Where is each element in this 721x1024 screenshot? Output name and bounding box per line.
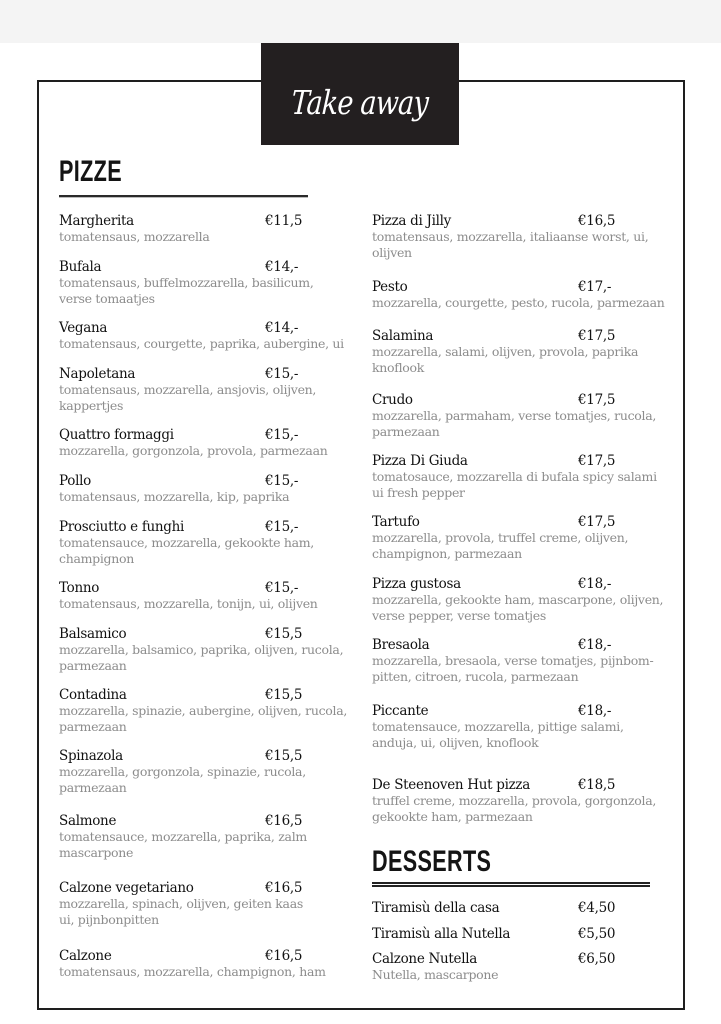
menu-item — [59, 366, 359, 414]
menu-item-price: €17,- — [578, 279, 612, 295]
menu-item — [372, 926, 672, 942]
menu-item-description: kappertjes — [59, 398, 124, 413]
menu-item-header — [372, 951, 672, 967]
menu-item-header — [372, 637, 672, 653]
menu-item-price: €15,- — [265, 366, 299, 382]
menu-item-header — [59, 948, 359, 964]
menu-item-header — [372, 328, 672, 344]
menu-item-header — [372, 514, 672, 530]
menu-item-header — [372, 453, 672, 469]
menu-item — [59, 213, 359, 245]
menu-item-description: mozzarella, spinazie, aubergine, olijven, rucola, — [59, 703, 348, 718]
menu-item-name: Bufala — [59, 259, 102, 275]
menu-item-description: tomatensaus, courgette, paprika, aubergine, ui — [59, 336, 344, 351]
menu-item-header — [59, 473, 359, 489]
menu-item — [372, 703, 672, 751]
menu-item-description: tomatensaus, mozzarella, ansjovis, olijven, — [59, 382, 317, 397]
menu-item-description: tomatensauce, mozzarella, paprika, zalm — [59, 829, 307, 844]
menu-item-description: ui fresh pepper — [372, 485, 465, 500]
menu-item-name: Salamina — [372, 328, 434, 344]
menu-item-price: €18,- — [578, 703, 612, 719]
menu-item-price: €15,5 — [265, 748, 303, 764]
menu-item-header — [372, 777, 672, 793]
menu-item — [372, 328, 672, 376]
menu-item-price: €18,- — [578, 637, 612, 653]
menu-item-header — [372, 392, 672, 408]
menu-item-price: €17,5 — [578, 392, 616, 408]
menu-item-name: Contadina — [59, 687, 127, 703]
menu-item — [59, 259, 359, 307]
menu-item-description: pitten, citroen, rucola, parmezaan — [372, 669, 579, 684]
menu-item-description: gekookte ham, parmezaan — [372, 809, 533, 824]
menu-item-name: Piccante — [372, 703, 429, 719]
menu-item-name: Tiramisù alla Nutella — [372, 926, 511, 942]
menu-item — [372, 279, 672, 311]
menu-item — [372, 576, 672, 624]
menu-item-price: €17,5 — [578, 328, 616, 344]
menu-item-header — [372, 213, 672, 229]
menu-item-header — [372, 576, 672, 592]
menu-item-name: Pizza di Jilly — [372, 213, 452, 229]
menu-item-header — [59, 748, 359, 764]
menu-item-name: Margherita — [59, 213, 134, 229]
menu-item-price: €18,5 — [578, 777, 616, 793]
menu-item-description: parmezaan — [59, 780, 127, 795]
menu-item-name: Crudo — [372, 392, 413, 408]
menu-item-name: Prosciutto e funghi — [59, 519, 185, 535]
top-band — [0, 0, 721, 43]
menu-item-description: tomatensaus, mozzarella, italiaanse worst, ui, — [372, 229, 649, 244]
menu-item-price: €15,- — [265, 473, 299, 489]
menu-item — [372, 777, 672, 825]
menu-item-name: Calzone vegetariano — [59, 880, 194, 896]
menu-item-description: tomatensaus, mozzarella, kip, paprika — [59, 489, 290, 504]
menu-item-description: tomatensaus, mozzarella, tonijn, ui, olijven — [59, 596, 318, 611]
menu-item — [372, 453, 672, 501]
page-title: Take away — [290, 82, 429, 122]
menu-item-description: knoflook — [372, 360, 425, 375]
menu-item-price: €17,5 — [578, 453, 616, 469]
menu-item-description: parmezaan — [59, 658, 127, 673]
menu-item-description: champignon — [59, 551, 134, 566]
menu-item-name: Pizza gustosa — [372, 576, 461, 592]
menu-item — [372, 514, 672, 562]
menu-item-name: Balsamico — [59, 626, 127, 642]
menu-item-price: €5,50 — [578, 926, 616, 942]
menu-item-description: olijven — [372, 245, 412, 260]
menu-item — [372, 392, 672, 440]
menu-item-header — [59, 320, 359, 336]
menu-item — [59, 320, 359, 352]
menu-item-name: Tartufo — [372, 514, 420, 530]
menu-item — [59, 948, 359, 980]
menu-item-name: Salmone — [59, 813, 117, 829]
menu-item-price: €16,5 — [265, 948, 303, 964]
menu-item — [59, 880, 359, 928]
menu-item — [372, 213, 672, 261]
menu-item-price: €14,- — [265, 320, 299, 336]
menu-item — [372, 900, 672, 916]
menu-item-name: Tonno — [59, 580, 100, 596]
menu-item-description: mozzarella, gekookte ham, mascarpone, olijven, — [372, 592, 664, 607]
section-title-desserts: DESSERTS — [372, 845, 492, 878]
menu-item-name: Calzone Nutella — [372, 951, 478, 967]
menu-item-price: €11,5 — [265, 213, 303, 229]
menu-item-description: mozzarella, courgette, pesto, rucola, parmezaan — [372, 295, 665, 310]
menu-item-description: verse pepper, verse tomatjes — [372, 608, 546, 623]
menu-item-name: Pollo — [59, 473, 91, 489]
menu-item-description: mozzarella, gorgonzola, provola, parmezaan — [59, 443, 328, 458]
menu-item-header — [59, 880, 359, 896]
menu-item-price: €15,5 — [265, 687, 303, 703]
menu-item-description: verse tomaatjes — [59, 291, 155, 306]
menu-item-price: €16,5 — [265, 813, 303, 829]
title-banner — [261, 43, 459, 145]
menu-item-description: mozzarella, parmaham, verse tomatjes, rucola, — [372, 408, 657, 423]
menu-item — [59, 580, 359, 612]
menu-item-name: Pizza Di Giuda — [372, 453, 468, 469]
menu-item-name: De Steenoven Hut pizza — [372, 777, 530, 793]
menu-item-header — [372, 926, 672, 942]
menu-item — [59, 748, 359, 796]
menu-item-price: €14,- — [265, 259, 299, 275]
menu-item-description: Nutella, mascarpone — [372, 967, 499, 982]
menu-item-name: Pesto — [372, 279, 408, 295]
menu-item-header — [59, 259, 359, 275]
menu-item-description: parmezaan — [372, 424, 440, 439]
menu-item-description: ui, pijnbonpitten — [59, 912, 159, 927]
menu-item — [59, 687, 359, 735]
menu-item — [59, 626, 359, 674]
menu-item-description: mozzarella, gorgonzola, spinazie, rucola, — [59, 764, 306, 779]
menu-item-description: tomatensaus, mozzarella — [59, 229, 210, 244]
menu-item-description: champignon, parmezaan — [372, 546, 522, 561]
menu-item-description: mozzarella, salami, olijven, provola, paprika — [372, 344, 639, 359]
menu-item-description: tomatensauce, mozzarella, pittige salami, — [372, 719, 624, 734]
menu-item-header — [372, 900, 672, 916]
menu-item-header — [59, 687, 359, 703]
menu-item-price: €17,5 — [578, 514, 616, 530]
menu-item-description: mozzarella, balsamico, paprika, olijven, rucola, — [59, 642, 344, 657]
menu-item-description: truffel creme, mozzarella, provola, gorgonzola, — [372, 793, 657, 808]
menu-item — [59, 813, 359, 861]
menu-item-description: parmezaan — [59, 719, 127, 734]
menu-item-price: €6,50 — [578, 951, 616, 967]
menu-item-price: €15,- — [265, 519, 299, 535]
menu-item-header — [59, 213, 359, 229]
menu-item-name: Vegana — [59, 320, 108, 336]
desserts-divider — [372, 882, 650, 887]
menu-item — [59, 427, 359, 459]
menu-item-description: anduja, ui, olijven, knoflook — [372, 735, 539, 750]
menu-item-description: mascarpone — [59, 845, 134, 860]
menu-item-description: tomatensauce, mozzarella, gekookte ham, — [59, 535, 314, 550]
menu-item-price: €4,50 — [578, 900, 616, 916]
menu-item-header — [59, 626, 359, 642]
menu-item-description: mozzarella, bresaola, verse tomatjes, pijnbom- — [372, 653, 654, 668]
menu-item-name: Spinazola — [59, 748, 123, 764]
menu-item-name: Quattro formaggi — [59, 427, 174, 443]
menu-item-price: €15,- — [265, 427, 299, 443]
menu-item-header — [59, 580, 359, 596]
menu-item-name: Calzone — [59, 948, 112, 964]
menu-item-price: €15,5 — [265, 626, 303, 642]
menu-item-header — [59, 366, 359, 382]
pizze-divider — [59, 195, 308, 198]
menu-item-description: mozzarella, spinach, olijven, geiten kaas — [59, 896, 303, 911]
menu-item-description: tomatensaus, mozzarella, champignon, ham — [59, 964, 326, 979]
section-title-pizze: PIZZE — [59, 155, 123, 188]
menu-item-header — [372, 703, 672, 719]
menu-item-description: tomatensaus, buffelmozzarella, basilicum, — [59, 275, 314, 290]
menu-item-price: €16,5 — [578, 213, 616, 229]
menu-item-name: Tiramisù della casa — [372, 900, 500, 916]
menu-item-description: mozzarella, provola, truffel creme, olijven, — [372, 530, 629, 545]
menu-item — [372, 951, 672, 983]
menu-item-header — [372, 279, 672, 295]
menu-item-header — [59, 519, 359, 535]
menu-item-name: Bresaola — [372, 637, 430, 653]
menu-item — [59, 473, 359, 505]
menu-item — [59, 519, 359, 567]
menu-item-description: tomatosauce, mozzarella di bufala spicy salami — [372, 469, 657, 484]
menu-item-header — [59, 813, 359, 829]
menu-item-header — [59, 427, 359, 443]
menu-item-price: €18,- — [578, 576, 612, 592]
menu-item-price: €15,- — [265, 580, 299, 596]
menu-item-price: €16,5 — [265, 880, 303, 896]
menu-item — [372, 637, 672, 685]
menu-item-name: Napoletana — [59, 366, 136, 382]
